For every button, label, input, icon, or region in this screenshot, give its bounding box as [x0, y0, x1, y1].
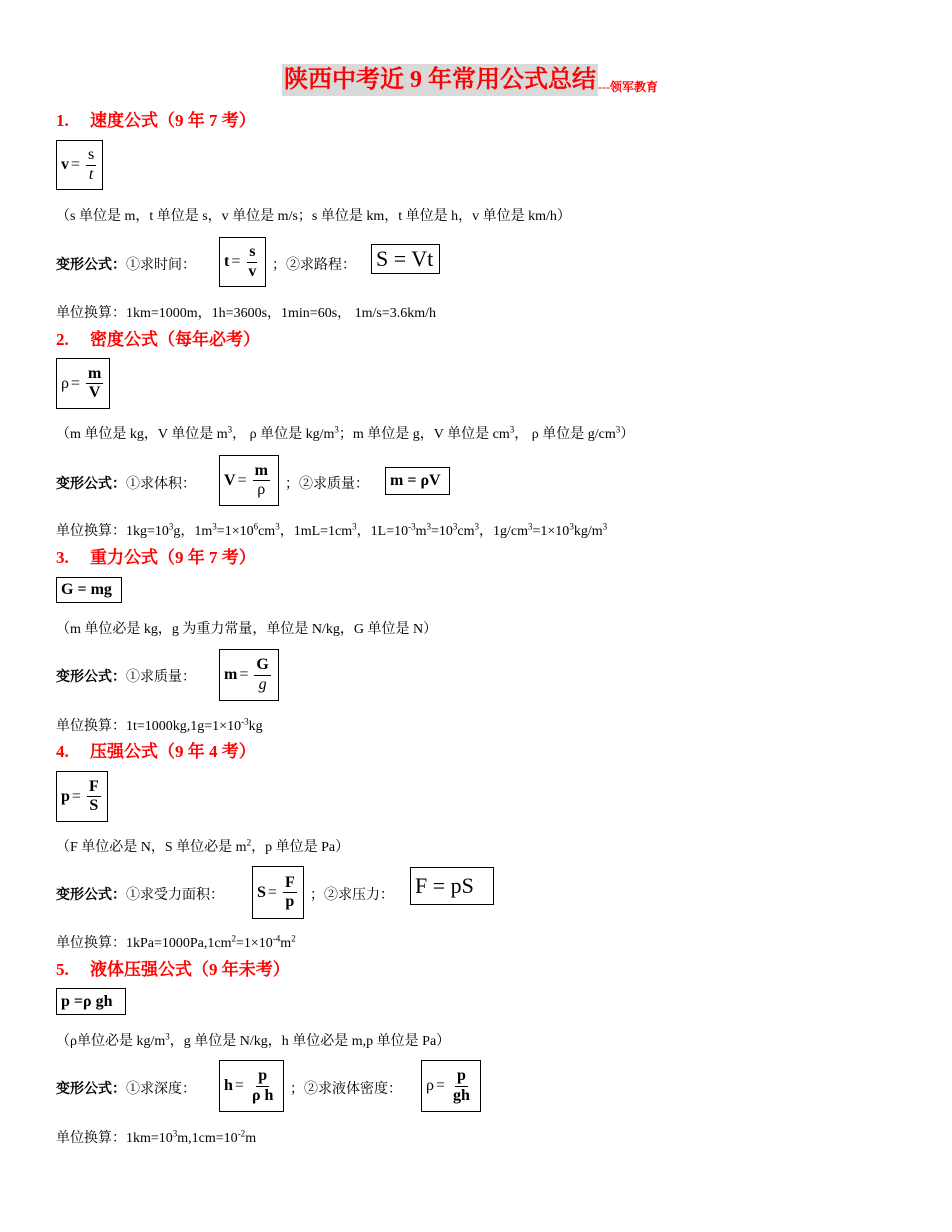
formula-lhs: ρ: [61, 374, 69, 392]
numerator: m: [253, 462, 270, 481]
section-5-derive-2: [290, 1078, 402, 1098]
numerator: p: [455, 1067, 468, 1086]
section-number: 3.: [56, 548, 69, 567]
numerator: G: [254, 656, 270, 675]
denominator: v: [248, 262, 257, 280]
formula-fraction: [86, 146, 96, 184]
liquid-pressure-formula-box: p =ρ gh: [56, 988, 126, 1015]
derive-label: 变形公式：: [56, 477, 126, 492]
section-5-derive-label: [56, 1078, 196, 1098]
section-number: 2.: [56, 330, 69, 349]
volume-formula-box: [219, 455, 279, 506]
section-title: 压强公式（9 年 4 考）: [90, 742, 256, 761]
equals-sign: =: [70, 374, 81, 392]
derive-item-1: ①求深度：: [126, 1082, 196, 1097]
section-4-derive-2: [310, 884, 394, 904]
equals-sign: =: [231, 253, 241, 270]
separator: ；: [285, 477, 299, 492]
equals-sign: =: [239, 666, 249, 683]
section-1-derive-label: [56, 254, 196, 274]
separator: ；: [290, 1082, 304, 1097]
formula-fraction: [451, 1067, 472, 1105]
document-title: [282, 64, 658, 96]
depth-formula-box: [219, 1060, 284, 1112]
derive-item-2: ②求质量：: [299, 477, 369, 492]
section-title: 重力公式（9 年 7 考）: [90, 548, 256, 567]
section-number: 5.: [56, 960, 69, 979]
section-3-unit: 单位换算：$1t=1000kg,1g=1\times 10^{-3}kg$: [56, 716, 263, 734]
equals-sign: =: [435, 1077, 446, 1094]
formula-fraction: [254, 656, 270, 694]
derive-item-1: ①求时间：: [126, 258, 196, 273]
section-3-derive-label: [56, 666, 196, 686]
derive-item-2: ②求液体密度：: [304, 1082, 402, 1097]
section-5-heading: [56, 955, 290, 980]
formula-lhs: t: [224, 253, 230, 270]
title-main: 陕西中考近 9 年常用公式总结: [282, 64, 598, 96]
section-2-unit: 单位换算：$1kg=10^3g$，$1m^3=1\times 10^6cm^3$，$1mL=1cm^3$，$1L=10^{-3}m^3=10^3cm^3$，$1g/cm^3=1\times 10^3kg/m^3$: [56, 521, 608, 539]
formula-fraction: [253, 462, 270, 500]
section-1-derive-2: [272, 254, 356, 274]
denominator: p: [285, 893, 295, 910]
numerator: s: [86, 146, 96, 165]
section-1-note: （s 单位是 m，t 单位是 s，v 单位是 m/s；s 单位是 km，t 单位是 h，v 单位是 km/h）: [56, 209, 571, 224]
equals-sign: =: [234, 1077, 244, 1094]
numerator: F: [283, 874, 297, 893]
section-4-heading: [56, 737, 256, 762]
distance-formula-box: S = Vt: [371, 244, 440, 274]
section-number: 1.: [56, 111, 69, 130]
numerator: s: [247, 243, 257, 262]
section-2-derive-label: [56, 473, 196, 493]
speed-formula-box: [56, 140, 103, 190]
mass-formula-box: m = ρV: [385, 467, 450, 495]
section-title: 密度公式（每年必考）: [90, 330, 260, 349]
derive-item-1: ①求受力面积：: [126, 888, 224, 903]
section-2-note: （m 单位是 kg，V 单位是 $m^3$， ρ 单位是 $kg/m^3$；m 单位是 g，V 单位是 $cm^3$， ρ 单位是 $g/cm^3$）: [56, 424, 635, 442]
force-formula-box: F = pS: [410, 867, 494, 905]
section-1-unit: 单位换算：1km=1000m，1h=3600s，1min=60s， 1m/s=3.6km/h: [56, 306, 437, 321]
separator: ；: [272, 258, 286, 273]
denominator: ρ: [257, 481, 266, 498]
formula-lhs: h: [224, 1077, 233, 1094]
gravity-formula-box: G = mg: [56, 577, 122, 603]
section-1-heading: [56, 106, 256, 131]
section-4-note: （F 单位必是 N，S 单位必是 $m^2$，p 单位是 Pa）: [56, 837, 350, 855]
pressure-formula-box: [56, 771, 108, 822]
formula-lhs: m: [224, 666, 238, 683]
section-4-derive-label: [56, 884, 224, 904]
area-formula-box: [252, 866, 304, 919]
section-2-derive-2: [285, 473, 369, 493]
denominator: S: [89, 797, 99, 814]
equals-sign: =: [237, 471, 247, 489]
derive-label: 变形公式：: [56, 670, 126, 685]
numerator: m: [86, 365, 103, 384]
derive-label: 变形公式：: [56, 1082, 126, 1097]
section-5-note: （ρ单位必是 $kg/m^3$，g 单位是 N/kg，h 单位必是 m,p 单位是 Pa）: [56, 1031, 451, 1049]
time-formula-box: [219, 237, 266, 287]
numerator: p: [256, 1067, 269, 1086]
numerator: F: [87, 778, 101, 797]
derive-item-1: ①求质量：: [126, 670, 196, 685]
section-number: 4.: [56, 742, 69, 761]
derive-item-2: ②求路程：: [286, 258, 356, 273]
formula-lhs: V: [224, 471, 236, 489]
denominator: gh: [453, 1086, 470, 1104]
denominator: g: [258, 675, 267, 693]
formula-fraction: [283, 874, 297, 912]
section-3-note: （m 单位必是 kg，g 为重力常量，单位是 N/kg，G 单位是 N）: [56, 622, 438, 637]
formula-lhs: p: [61, 787, 70, 805]
derive-label: 变形公式：: [56, 888, 126, 903]
derive-label: 变形公式：: [56, 258, 126, 273]
section-2-heading: [56, 325, 260, 350]
section-5-unit: 单位换算：$1km=10^3m,1cm=10^{-2}m$: [56, 1128, 257, 1146]
formula-lhs: v: [61, 156, 69, 173]
title-suffix: ---领军教育: [598, 80, 658, 94]
formula-lhs: S: [257, 883, 266, 901]
section-3-heading: [56, 543, 256, 568]
formula-fraction: [87, 778, 101, 816]
equals-sign: =: [71, 156, 81, 173]
denominator: V: [88, 384, 101, 401]
density-formula-box: [56, 358, 110, 409]
formula-lhs: ρ: [426, 1077, 434, 1094]
separator: ；: [310, 888, 324, 903]
equals-sign: =: [71, 787, 81, 805]
section-4-unit: 单位换算：$1kPa=1000Pa,1cm^2=1\times 10^{-4}m^2$: [56, 933, 296, 951]
mass-from-gravity-formula-box: [219, 649, 279, 701]
formula-fraction: [250, 1067, 275, 1105]
denominator: t: [88, 165, 94, 183]
equals-sign: =: [267, 883, 277, 901]
formula-fraction: [246, 243, 258, 281]
derive-item-2: ②求压力：: [324, 888, 394, 903]
denominator: ρ h: [251, 1086, 274, 1104]
liquid-density-formula-box: [421, 1060, 481, 1112]
section-title: 液体压强公式（9 年未考）: [90, 960, 290, 979]
derive-item-1: ①求体积：: [126, 477, 196, 492]
formula-fraction: [86, 365, 103, 403]
section-title: 速度公式（9 年 7 考）: [90, 111, 256, 130]
